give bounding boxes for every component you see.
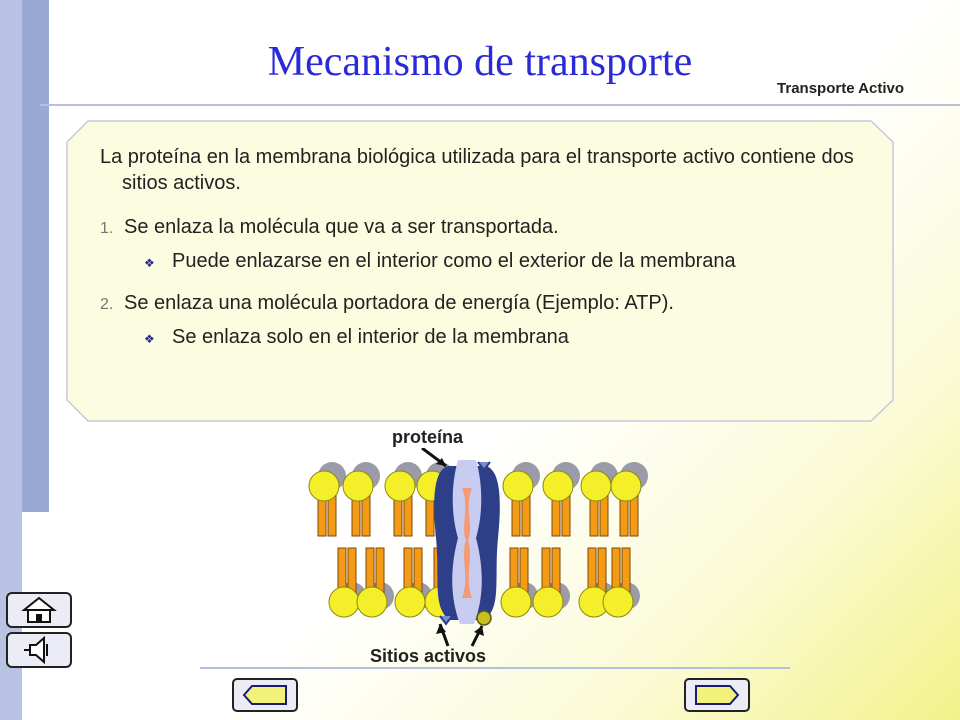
membrane-diagram <box>300 448 660 648</box>
item-text: Se enlaza una molécula portadora de energía (Ejemplo: ATP). <box>124 292 674 314</box>
sound-button[interactable] <box>6 632 72 673</box>
previous-button[interactable] <box>232 678 298 717</box>
list-item <box>100 290 880 318</box>
item-number: 1. <box>100 220 114 237</box>
sub-item-text: Se enlaza solo en el interior de la membrana <box>172 326 569 348</box>
intro-text: La proteína en la membrana biológica utilizada para el transporte activo contiene dos sitios activos. <box>100 146 854 194</box>
header-divider <box>40 104 960 106</box>
home-button[interactable] <box>6 592 72 633</box>
content-card <box>66 120 894 422</box>
sub-list-item <box>144 324 880 352</box>
diamond-bullet-icon: ❖ <box>144 332 155 346</box>
footer-divider <box>200 667 790 669</box>
item-text: Se enlaza la molécula que va a ser transportada. <box>124 216 559 238</box>
next-button[interactable] <box>684 678 750 717</box>
sub-list-item <box>144 248 880 276</box>
list-item <box>100 214 880 242</box>
active-sites-label: Sitios activos <box>370 646 487 666</box>
page-title: Mecanismo de transporte <box>267 39 693 85</box>
transport-protein <box>434 460 500 625</box>
sub-item-text: Puede enlazarse en el interior como el exterior de la membrana <box>172 250 736 272</box>
item-number: 2. <box>100 296 114 313</box>
left-arrow-icon <box>244 686 286 704</box>
protein-label: proteína <box>392 427 464 447</box>
right-arrow-icon <box>696 686 738 704</box>
section-subtitle: Transporte Activo <box>777 80 904 97</box>
diamond-bullet-icon: ❖ <box>144 256 155 270</box>
